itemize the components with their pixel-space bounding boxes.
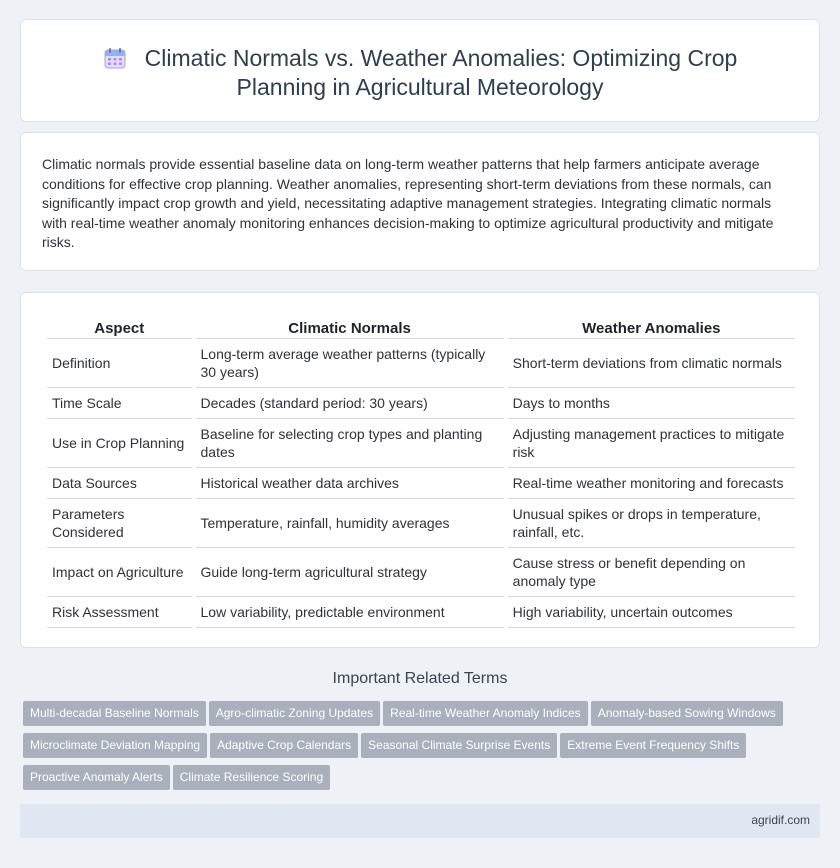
table-cell-aspect: Data Sources bbox=[47, 468, 192, 499]
footer bbox=[20, 804, 820, 838]
related-terms-title: Important Related Terms bbox=[332, 670, 508, 687]
table-cell-aspect: Use in Crop Planning bbox=[47, 419, 192, 468]
table-cell-aspect: Definition bbox=[47, 339, 192, 388]
related-term-tag[interactable]: Climate Resilience Scoring bbox=[173, 765, 330, 790]
related-term-tag[interactable]: Extreme Event Frequency Shifts bbox=[560, 733, 746, 758]
related-term-tag[interactable]: Anomaly-based Sowing Windows bbox=[591, 701, 783, 726]
related-term-tag[interactable]: Real-time Weather Anomaly Indices bbox=[383, 701, 588, 726]
title-card bbox=[20, 19, 820, 122]
header-aspect: Aspect bbox=[47, 315, 192, 339]
table-cell-normals: Long-term average weather patterns (typically 30 years) bbox=[196, 339, 504, 388]
table-cell-aspect: Parameters Considered bbox=[47, 499, 192, 548]
table-row bbox=[47, 548, 795, 597]
intro-card bbox=[20, 132, 820, 271]
table-cell-normals: Temperature, rainfall, humidity averages bbox=[196, 499, 504, 548]
table-cell-anomalies: Short-term deviations from climatic normals bbox=[508, 339, 795, 388]
calendar-icon bbox=[103, 46, 127, 70]
header-weather-anomalies: Weather Anomalies bbox=[508, 315, 795, 339]
related-term-tag[interactable]: Multi-decadal Baseline Normals bbox=[23, 701, 206, 726]
related-term-tag[interactable]: Adaptive Crop Calendars bbox=[210, 733, 358, 758]
table-cell-anomalies: Unusual spikes or drops in temperature, rainfall, etc. bbox=[508, 499, 795, 548]
related-term-tag[interactable]: Seasonal Climate Surprise Events bbox=[361, 733, 557, 758]
table-cell-anomalies: Adjusting management practices to mitigate risk bbox=[508, 419, 795, 468]
table-row bbox=[47, 388, 795, 419]
table-row bbox=[47, 597, 795, 628]
table-cell-aspect: Impact on Agriculture bbox=[47, 548, 192, 597]
table-row bbox=[47, 339, 795, 388]
table-cell-aspect: Risk Assessment bbox=[47, 597, 192, 628]
comparison-card bbox=[20, 292, 820, 648]
table-row bbox=[47, 468, 795, 499]
table-cell-aspect: Time Scale bbox=[47, 388, 192, 419]
table-cell-normals: Low variability, predictable environment bbox=[196, 597, 504, 628]
table-cell-normals: Guide long-term agricultural strategy bbox=[196, 548, 504, 597]
page-title: Climatic Normals vs. Weather Anomalies: Optimizing Crop Planning in Agricultural Meteorology bbox=[144, 45, 738, 100]
related-terms-list bbox=[23, 701, 823, 797]
table-cell-normals: Historical weather data archives bbox=[196, 468, 504, 499]
table-cell-normals: Baseline for selecting crop types and planting dates bbox=[196, 419, 504, 468]
page-title-wrap bbox=[21, 44, 819, 102]
table-cell-anomalies: Days to months bbox=[508, 388, 795, 419]
table-row bbox=[47, 419, 795, 468]
table-cell-anomalies: Real-time weather monitoring and forecasts bbox=[508, 468, 795, 499]
table-cell-anomalies: High variability, uncertain outcomes bbox=[508, 597, 795, 628]
related-term-tag[interactable]: Microclimate Deviation Mapping bbox=[23, 733, 207, 758]
related-term-tag[interactable]: Agro-climatic Zoning Updates bbox=[209, 701, 380, 726]
intro-paragraph: Climatic normals provide essential baseline data on long-term weather patterns that help farmers anticipate average conditions for effective crop planning. Weather anomalies, representing short-term deviations from these normals, can significantly impact crop growth and yield, necessitating adaptive management strategies. Integrating climatic normals with real-time weather anomaly monitoring enhances decision-making to optimize agricultural productivity and mitigate risks. bbox=[42, 156, 774, 250]
comparison-table bbox=[43, 315, 799, 628]
table-cell-normals: Decades (standard period: 30 years) bbox=[196, 388, 504, 419]
table-header-row bbox=[47, 315, 795, 339]
table-cell-anomalies: Cause stress or benefit depending on anomaly type bbox=[508, 548, 795, 597]
header-climatic-normals: Climatic Normals bbox=[196, 315, 504, 339]
table-row bbox=[47, 499, 795, 548]
related-term-tag[interactable]: Proactive Anomaly Alerts bbox=[23, 765, 170, 790]
footer-site-link[interactable]: agridif.com bbox=[751, 813, 810, 827]
